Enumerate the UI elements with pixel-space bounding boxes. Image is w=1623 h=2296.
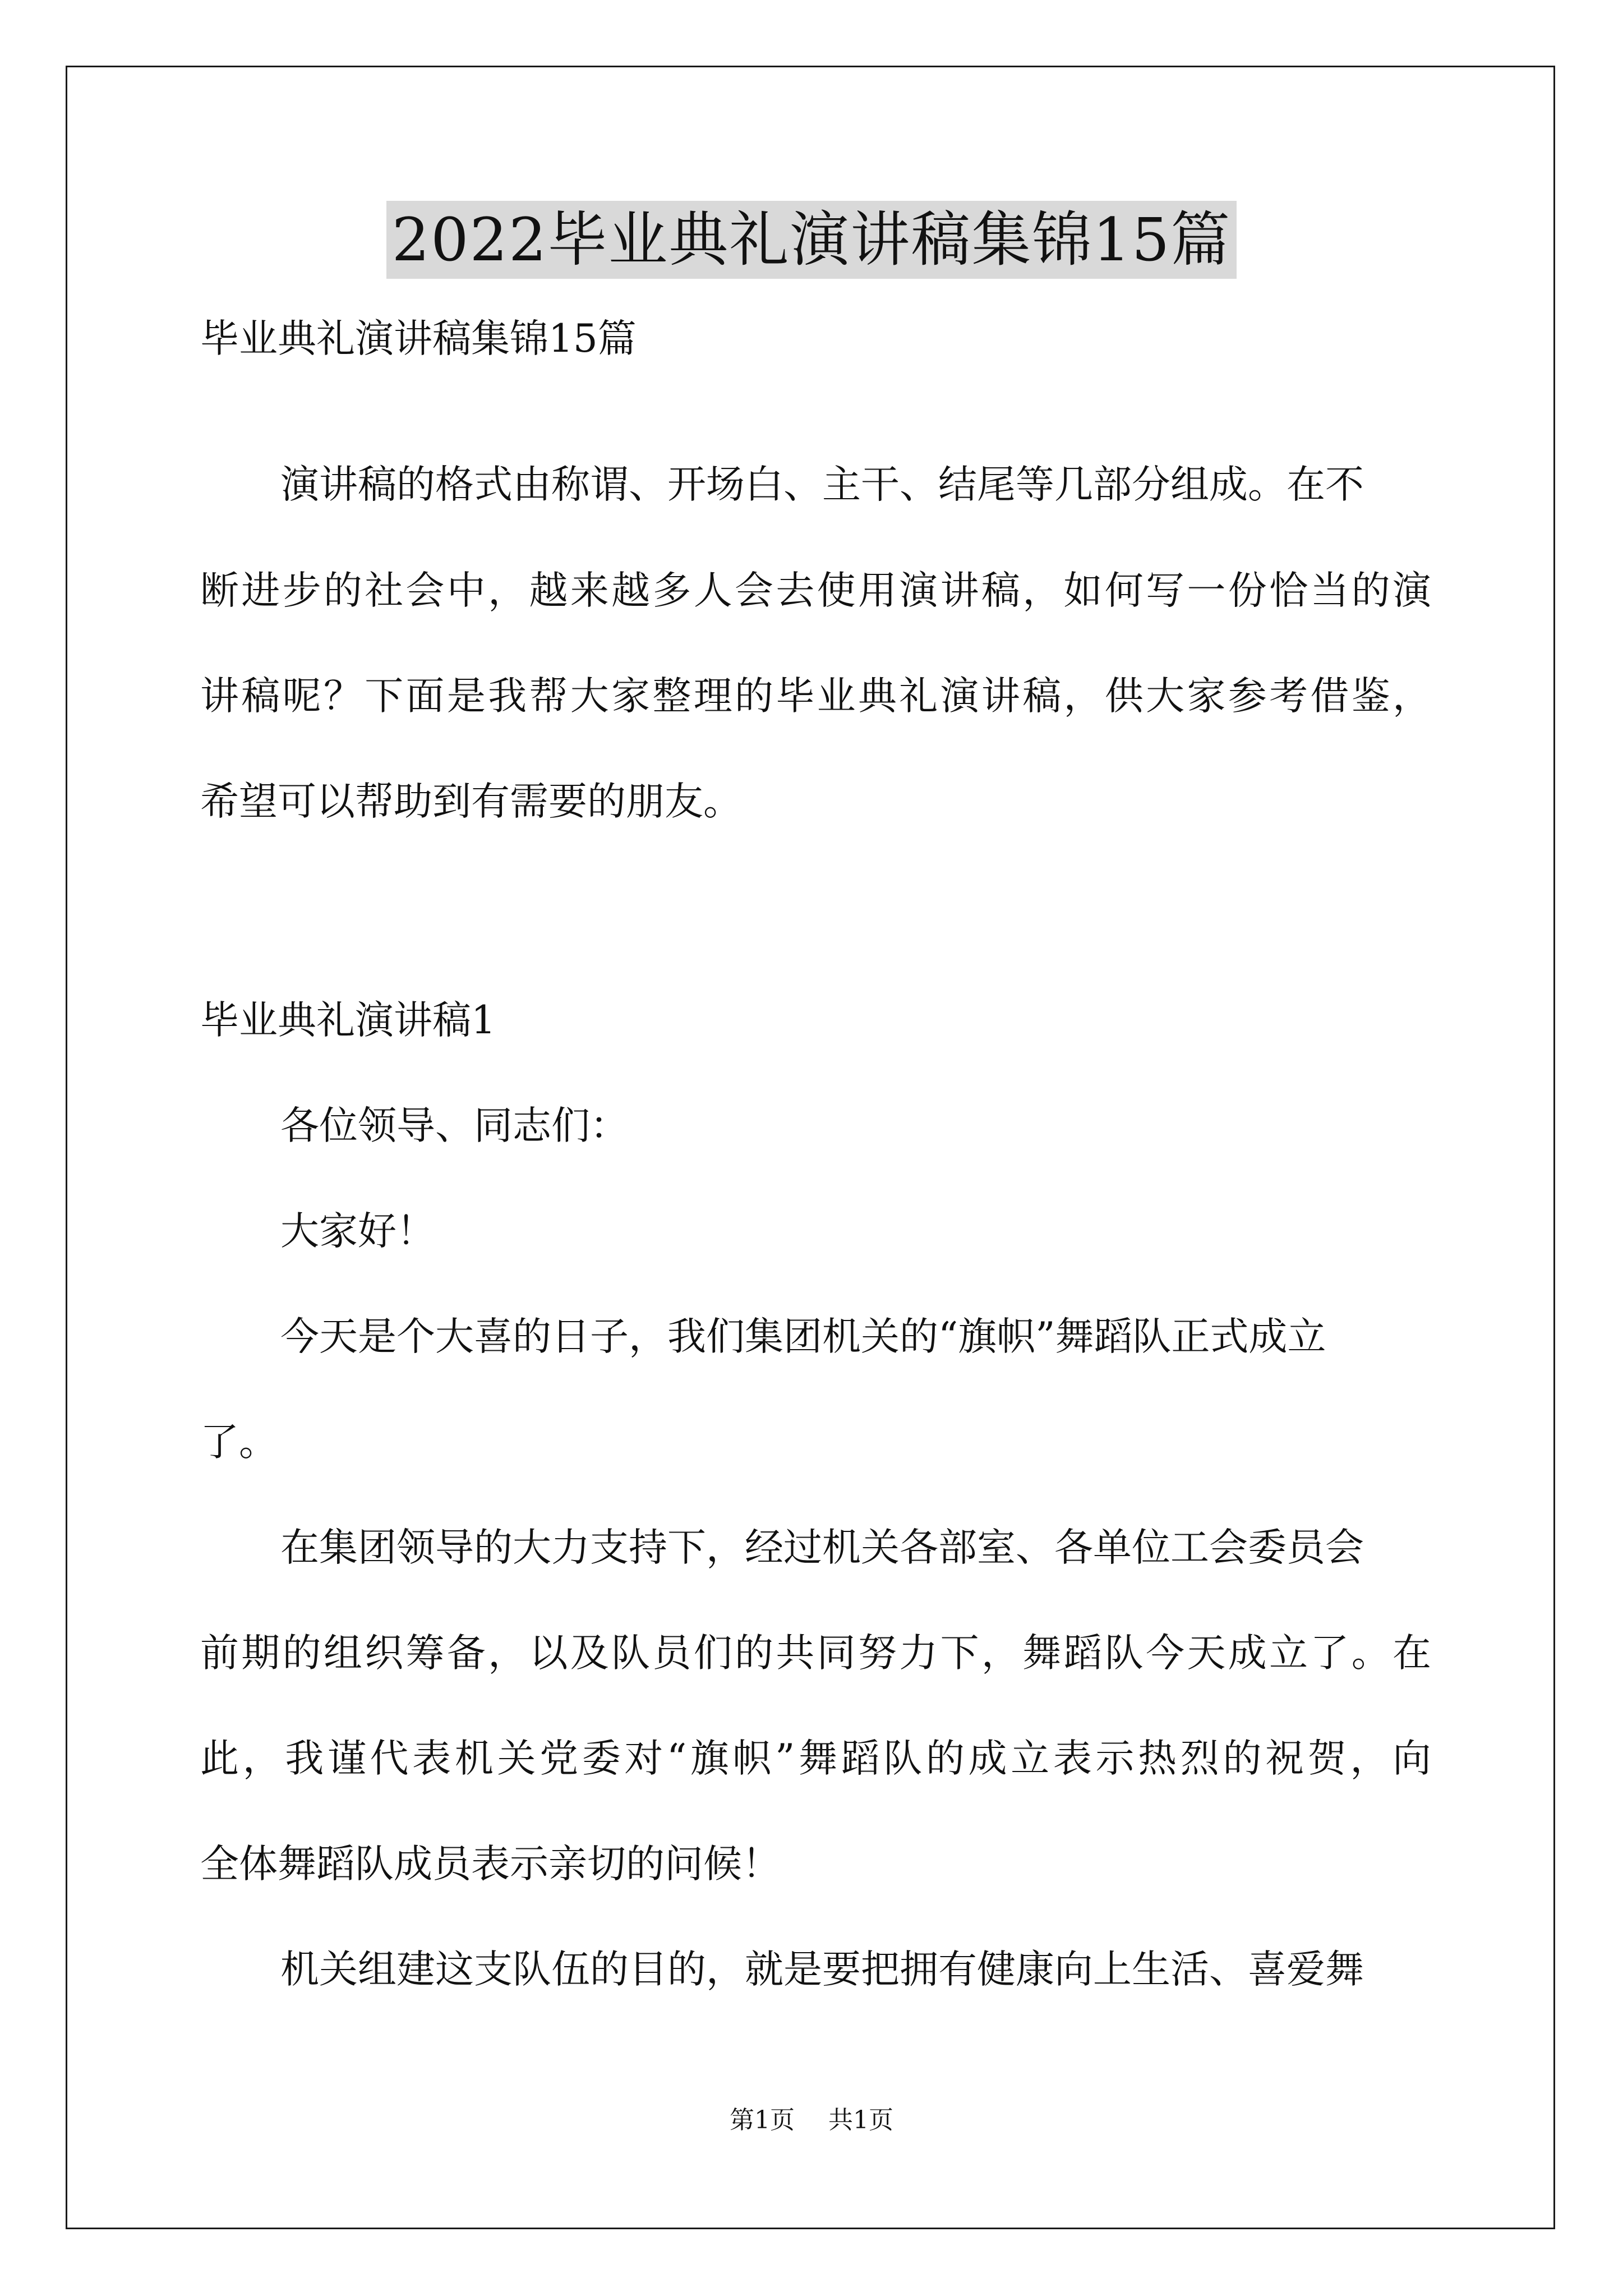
section-heading: 毕业典礼演讲稿1	[200, 998, 496, 1043]
paragraph-line: 各位领导、同志们：	[280, 1103, 629, 1148]
paragraph-line: 讲稿呢？下面是我帮大家整理的毕业典礼演讲稿，供大家参考借鉴，	[200, 674, 1431, 719]
paragraph-line: 今天是个大喜的日子，我们集团机关的“旗帜”舞蹈队正式成立	[280, 1314, 1326, 1359]
paragraph-line: 前期的组织筹备，以及队员们的共同努力下，舞蹈队今天成立了。在	[200, 1631, 1431, 1676]
subtitle-line: 毕业典礼演讲稿集锦15篇	[200, 316, 637, 361]
paragraph-line: 机关组建这支队伍的目的，就是要把拥有健康向上生活、喜爱舞	[280, 1947, 1364, 1992]
paragraph-line: 全体舞蹈队成员表示亲切的问候！	[200, 1842, 781, 1887]
page-number: 第1页	[730, 2106, 795, 2134]
page-total: 共1页	[828, 2106, 893, 2134]
paragraph-line: 此，我谨代表机关党委对“旗帜”舞蹈队的成立表示热烈的祝贺，向	[200, 1736, 1431, 1781]
paragraph-line: 了。	[200, 1420, 278, 1465]
paragraph-line: 希望可以帮助到有需要的朋友。	[200, 779, 742, 824]
paragraph-line: 在集团领导的大力支持下，经过机关各部室、各单位工会委员会	[280, 1525, 1364, 1570]
paragraph-line: 断进步的社会中，越来越多人会去使用演讲稿，如何写一份恰当的演	[200, 568, 1431, 613]
title-container	[0, 201, 1623, 279]
document-title: 2022毕业典礼演讲稿集锦15篇	[386, 201, 1237, 279]
paragraph-line: 演讲稿的格式由称谓、开场白、主干、结尾等几部分组成。在不	[280, 462, 1364, 507]
page-footer	[0, 2100, 1623, 2136]
paragraph-line: 大家好！	[280, 1209, 435, 1254]
